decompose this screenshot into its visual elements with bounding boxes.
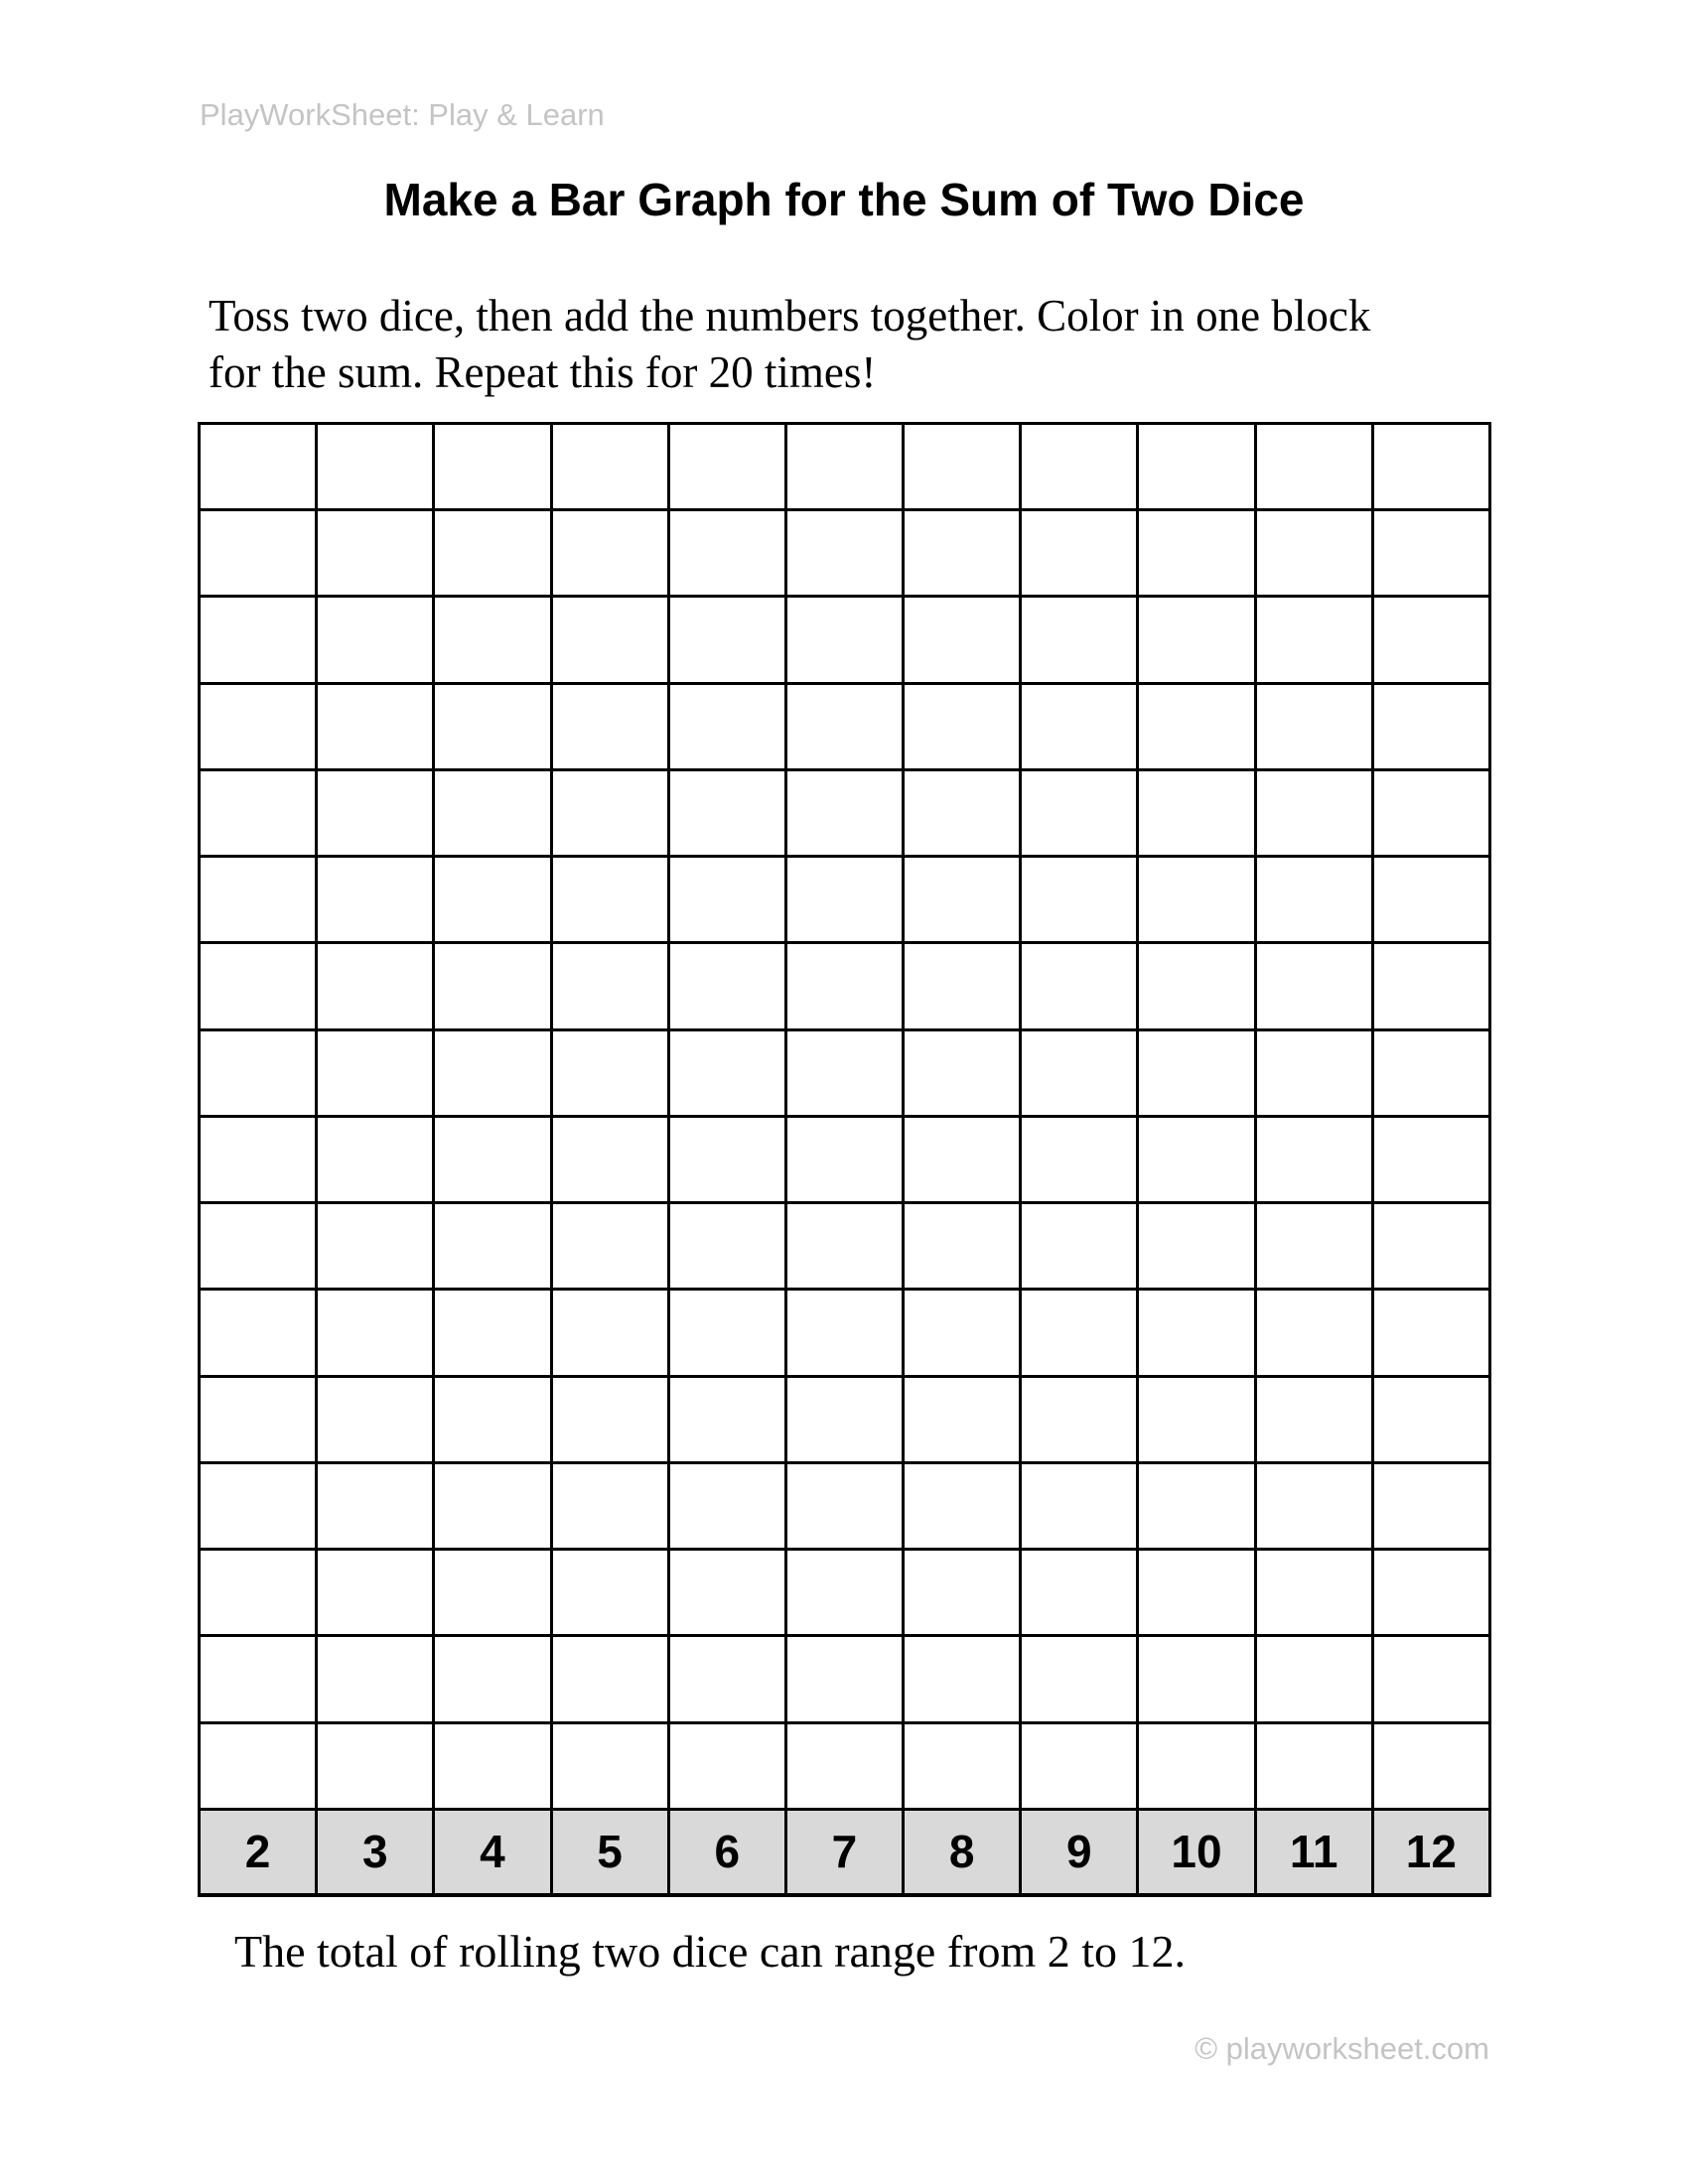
- graph-block[interactable]: [785, 1029, 903, 1116]
- graph-block[interactable]: [1138, 1203, 1255, 1290]
- graph-block[interactable]: [1372, 1290, 1489, 1376]
- graph-block[interactable]: [317, 683, 434, 769]
- grid-row: [200, 1550, 1490, 1636]
- graph-block[interactable]: [668, 943, 785, 1029]
- graph-block[interactable]: [668, 1029, 785, 1116]
- graph-block[interactable]: [785, 1462, 903, 1549]
- grid-row: [200, 769, 1490, 856]
- graph-block[interactable]: [1021, 424, 1138, 510]
- graph-block[interactable]: [200, 1029, 317, 1116]
- graph-block[interactable]: [1372, 597, 1489, 683]
- graph-block[interactable]: [1021, 1636, 1138, 1722]
- site-name: PlayWorkSheet: Play & Learn: [200, 97, 605, 132]
- graph-block[interactable]: [904, 769, 1021, 856]
- graph-block[interactable]: [785, 510, 903, 597]
- graph-block[interactable]: [1255, 683, 1372, 769]
- graph-block[interactable]: [1138, 769, 1255, 856]
- graph-block[interactable]: [551, 597, 668, 683]
- graph-block[interactable]: [668, 510, 785, 597]
- graph-block[interactable]: [434, 1376, 551, 1462]
- graph-block[interactable]: [551, 1376, 668, 1462]
- grid-row: [200, 1636, 1490, 1722]
- grid-body: [200, 424, 1490, 1896]
- graph-block[interactable]: [1138, 1722, 1255, 1809]
- graph-block[interactable]: [785, 683, 903, 769]
- graph-block[interactable]: [200, 424, 317, 510]
- graph-block[interactable]: [434, 1722, 551, 1809]
- graph-block[interactable]: [317, 1290, 434, 1376]
- graph-block[interactable]: [1138, 1029, 1255, 1116]
- grid-row: [200, 1290, 1490, 1376]
- sum-label: 11: [1255, 1809, 1372, 1895]
- graph-block[interactable]: [1255, 1029, 1372, 1116]
- graph-block[interactable]: [434, 1116, 551, 1202]
- graph-block[interactable]: [434, 857, 551, 943]
- graph-block[interactable]: [1021, 1462, 1138, 1549]
- graph-block[interactable]: [1255, 1550, 1372, 1636]
- graph-block[interactable]: [1138, 1636, 1255, 1722]
- graph-block[interactable]: [317, 769, 434, 856]
- graph-block[interactable]: [551, 1116, 668, 1202]
- sum-label: 2: [200, 1809, 317, 1895]
- graph-block[interactable]: [434, 424, 551, 510]
- graph-block[interactable]: [434, 1203, 551, 1290]
- graph-block[interactable]: [1138, 1462, 1255, 1549]
- graph-block[interactable]: [317, 510, 434, 597]
- graph-block[interactable]: [317, 943, 434, 1029]
- graph-block[interactable]: [785, 1203, 903, 1290]
- instructions-line-1: Toss two dice, then add the numbers together. Color in one block: [209, 291, 1371, 341]
- graph-block[interactable]: [317, 1376, 434, 1462]
- graph-block[interactable]: [434, 683, 551, 769]
- graph-block[interactable]: [317, 1203, 434, 1290]
- graph-block[interactable]: [904, 1722, 1021, 1809]
- graph-block[interactable]: [785, 1550, 903, 1636]
- graph-block[interactable]: [200, 1290, 317, 1376]
- graph-block[interactable]: [551, 1550, 668, 1636]
- graph-block[interactable]: [434, 1462, 551, 1549]
- graph-block[interactable]: [551, 1722, 668, 1809]
- graph-block[interactable]: [1021, 1203, 1138, 1290]
- graph-block[interactable]: [904, 857, 1021, 943]
- graph-block[interactable]: [1021, 1290, 1138, 1376]
- graph-block[interactable]: [200, 1636, 317, 1722]
- graph-block[interactable]: [1021, 1376, 1138, 1462]
- graph-block[interactable]: [668, 1550, 785, 1636]
- graph-block[interactable]: [1255, 1203, 1372, 1290]
- graph-block[interactable]: [317, 1029, 434, 1116]
- sum-label: 4: [434, 1809, 551, 1895]
- graph-block[interactable]: [200, 597, 317, 683]
- instructions: [209, 288, 1499, 401]
- graph-block[interactable]: [1255, 1290, 1372, 1376]
- graph-block[interactable]: [551, 1290, 668, 1376]
- graph-block[interactable]: [1255, 1462, 1372, 1549]
- graph-block[interactable]: [551, 683, 668, 769]
- copyright-notice: © playworksheet.com: [1195, 2031, 1489, 2066]
- graph-block[interactable]: [434, 943, 551, 1029]
- graph-block[interactable]: [434, 510, 551, 597]
- graph-block[interactable]: [904, 424, 1021, 510]
- graph-block[interactable]: [1372, 1462, 1489, 1549]
- graph-block[interactable]: [668, 1376, 785, 1462]
- graph-block[interactable]: [200, 769, 317, 856]
- graph-block[interactable]: [1021, 857, 1138, 943]
- graph-block[interactable]: [1255, 769, 1372, 856]
- graph-block[interactable]: [1255, 1116, 1372, 1202]
- graph-block[interactable]: [785, 597, 903, 683]
- graph-block[interactable]: [1372, 1550, 1489, 1636]
- graph-block[interactable]: [668, 1116, 785, 1202]
- graph-block[interactable]: [434, 1029, 551, 1116]
- graph-block[interactable]: [785, 857, 903, 943]
- graph-block[interactable]: [200, 1203, 317, 1290]
- graph-block[interactable]: [904, 1116, 1021, 1202]
- grid-row: [200, 597, 1490, 683]
- graph-block[interactable]: [1255, 1722, 1372, 1809]
- graph-block[interactable]: [785, 769, 903, 856]
- graph-block[interactable]: [785, 1636, 903, 1722]
- graph-block[interactable]: [1372, 510, 1489, 597]
- bar-graph-grid: [198, 422, 1491, 1897]
- graph-block[interactable]: [434, 1636, 551, 1722]
- graph-block[interactable]: [1021, 683, 1138, 769]
- graph-block[interactable]: [317, 1722, 434, 1809]
- graph-block[interactable]: [551, 1029, 668, 1116]
- sum-label: 5: [551, 1809, 668, 1895]
- graph-block[interactable]: [1372, 943, 1489, 1029]
- graph-block[interactable]: [785, 424, 903, 510]
- graph-block[interactable]: [904, 1550, 1021, 1636]
- graph-block[interactable]: [317, 1636, 434, 1722]
- graph-block[interactable]: [551, 1203, 668, 1290]
- graph-block[interactable]: [785, 1290, 903, 1376]
- graph-block[interactable]: [551, 1636, 668, 1722]
- graph-block[interactable]: [668, 424, 785, 510]
- grid-row: [200, 943, 1490, 1029]
- graph-block[interactable]: [1255, 510, 1372, 597]
- grid-row: [200, 1462, 1490, 1549]
- graph-block[interactable]: [551, 769, 668, 856]
- graph-block[interactable]: [551, 424, 668, 510]
- grid-row: [200, 857, 1490, 943]
- graph-block[interactable]: [1255, 424, 1372, 510]
- graph-block[interactable]: [904, 597, 1021, 683]
- graph-block[interactable]: [668, 1462, 785, 1549]
- graph-block[interactable]: [317, 1116, 434, 1202]
- range-footnote: The total of rolling two dice can range from 2 to 12.: [234, 1926, 1187, 1977]
- graph-block[interactable]: [904, 1376, 1021, 1462]
- graph-block[interactable]: [551, 510, 668, 597]
- sum-label: 9: [1021, 1809, 1138, 1895]
- graph-block[interactable]: [668, 769, 785, 856]
- graph-block[interactable]: [1372, 683, 1489, 769]
- sum-label: 6: [668, 1809, 785, 1895]
- graph-block[interactable]: [904, 1203, 1021, 1290]
- graph-block[interactable]: [1372, 1029, 1489, 1116]
- graph-block[interactable]: [1138, 1290, 1255, 1376]
- graph-block[interactable]: [1372, 857, 1489, 943]
- grid-row: [200, 424, 1490, 510]
- graph-block[interactable]: [200, 1376, 317, 1462]
- graph-block[interactable]: [785, 943, 903, 1029]
- worksheet-title: Make a Bar Graph for the Sum of Two Dice: [383, 174, 1305, 225]
- graph-block[interactable]: [668, 857, 785, 943]
- graph-block[interactable]: [904, 1029, 1021, 1116]
- graph-block[interactable]: [1255, 1636, 1372, 1722]
- graph-block[interactable]: [551, 943, 668, 1029]
- graph-block[interactable]: [434, 1550, 551, 1636]
- graph-block[interactable]: [1021, 510, 1138, 597]
- graph-block[interactable]: [551, 1462, 668, 1549]
- graph-block[interactable]: [1255, 1376, 1372, 1462]
- graph-block[interactable]: [1021, 1116, 1138, 1202]
- graph-block[interactable]: [668, 1290, 785, 1376]
- graph-block[interactable]: [668, 1636, 785, 1722]
- graph-block[interactable]: [551, 857, 668, 943]
- graph-block[interactable]: [1255, 943, 1372, 1029]
- graph-block[interactable]: [668, 683, 785, 769]
- graph-block[interactable]: [200, 1462, 317, 1549]
- graph-block[interactable]: [200, 857, 317, 943]
- sum-label: 7: [785, 1809, 903, 1895]
- graph-block[interactable]: [1138, 1376, 1255, 1462]
- graph-block[interactable]: [317, 424, 434, 510]
- graph-block[interactable]: [1138, 943, 1255, 1029]
- graph-block[interactable]: [1372, 769, 1489, 856]
- grid-row: [200, 1116, 1490, 1202]
- graph-block[interactable]: [904, 683, 1021, 769]
- graph-block[interactable]: [785, 1116, 903, 1202]
- graph-block[interactable]: [434, 597, 551, 683]
- graph-block[interactable]: [317, 857, 434, 943]
- grid-row: [200, 683, 1490, 769]
- graph-block[interactable]: [434, 769, 551, 856]
- graph-block[interactable]: [317, 597, 434, 683]
- sum-label: 12: [1372, 1809, 1489, 1895]
- graph-block[interactable]: [1138, 1550, 1255, 1636]
- graph-block[interactable]: [904, 1462, 1021, 1549]
- graph-block[interactable]: [1138, 424, 1255, 510]
- graph-block[interactable]: [904, 1636, 1021, 1722]
- graph-block[interactable]: [668, 1203, 785, 1290]
- graph-block[interactable]: [904, 1290, 1021, 1376]
- graph-block[interactable]: [200, 683, 317, 769]
- graph-block[interactable]: [668, 597, 785, 683]
- graph-block[interactable]: [1372, 1722, 1489, 1809]
- sum-label: 3: [317, 1809, 434, 1895]
- graph-block[interactable]: [1372, 1116, 1489, 1202]
- grid-row: [200, 510, 1490, 597]
- instructions-line-2: for the sum. Repeat this for 20 times!: [209, 347, 877, 397]
- graph-block[interactable]: [200, 510, 317, 597]
- graph-block[interactable]: [434, 1290, 551, 1376]
- graph-block[interactable]: [1372, 1376, 1489, 1462]
- graph-block[interactable]: [1138, 683, 1255, 769]
- graph-block[interactable]: [785, 1376, 903, 1462]
- graph-block[interactable]: [1138, 1116, 1255, 1202]
- graph-block[interactable]: [317, 1462, 434, 1549]
- graph-block[interactable]: [668, 1722, 785, 1809]
- graph-block[interactable]: [1021, 1029, 1138, 1116]
- graph-block[interactable]: [200, 1722, 317, 1809]
- graph-block[interactable]: [317, 1550, 434, 1636]
- graph-block[interactable]: [1255, 597, 1372, 683]
- graph-block[interactable]: [1021, 769, 1138, 856]
- sum-label: 8: [904, 1809, 1021, 1895]
- graph-block[interactable]: [1021, 1550, 1138, 1636]
- graph-block[interactable]: [1138, 597, 1255, 683]
- grid-row: [200, 1203, 1490, 1290]
- graph-block[interactable]: [1372, 1636, 1489, 1722]
- graph-block[interactable]: [1372, 424, 1489, 510]
- grid-row: [200, 1029, 1490, 1116]
- graph-block[interactable]: [200, 943, 317, 1029]
- graph-block[interactable]: [1255, 857, 1372, 943]
- graph-block[interactable]: [200, 1116, 317, 1202]
- graph-block[interactable]: [904, 943, 1021, 1029]
- grid-row: [200, 1376, 1490, 1462]
- sum-label: 10: [1138, 1809, 1255, 1895]
- graph-block[interactable]: [1372, 1203, 1489, 1290]
- sum-label-row: [200, 1809, 1490, 1895]
- grid-row: [200, 1722, 1490, 1809]
- graph-block[interactable]: [1021, 943, 1138, 1029]
- graph-block[interactable]: [1138, 857, 1255, 943]
- graph-block[interactable]: [1021, 597, 1138, 683]
- graph-block[interactable]: [785, 1722, 903, 1809]
- graph-block[interactable]: [1021, 1722, 1138, 1809]
- graph-block[interactable]: [904, 510, 1021, 597]
- graph-block[interactable]: [1138, 510, 1255, 597]
- graph-block[interactable]: [200, 1550, 317, 1636]
